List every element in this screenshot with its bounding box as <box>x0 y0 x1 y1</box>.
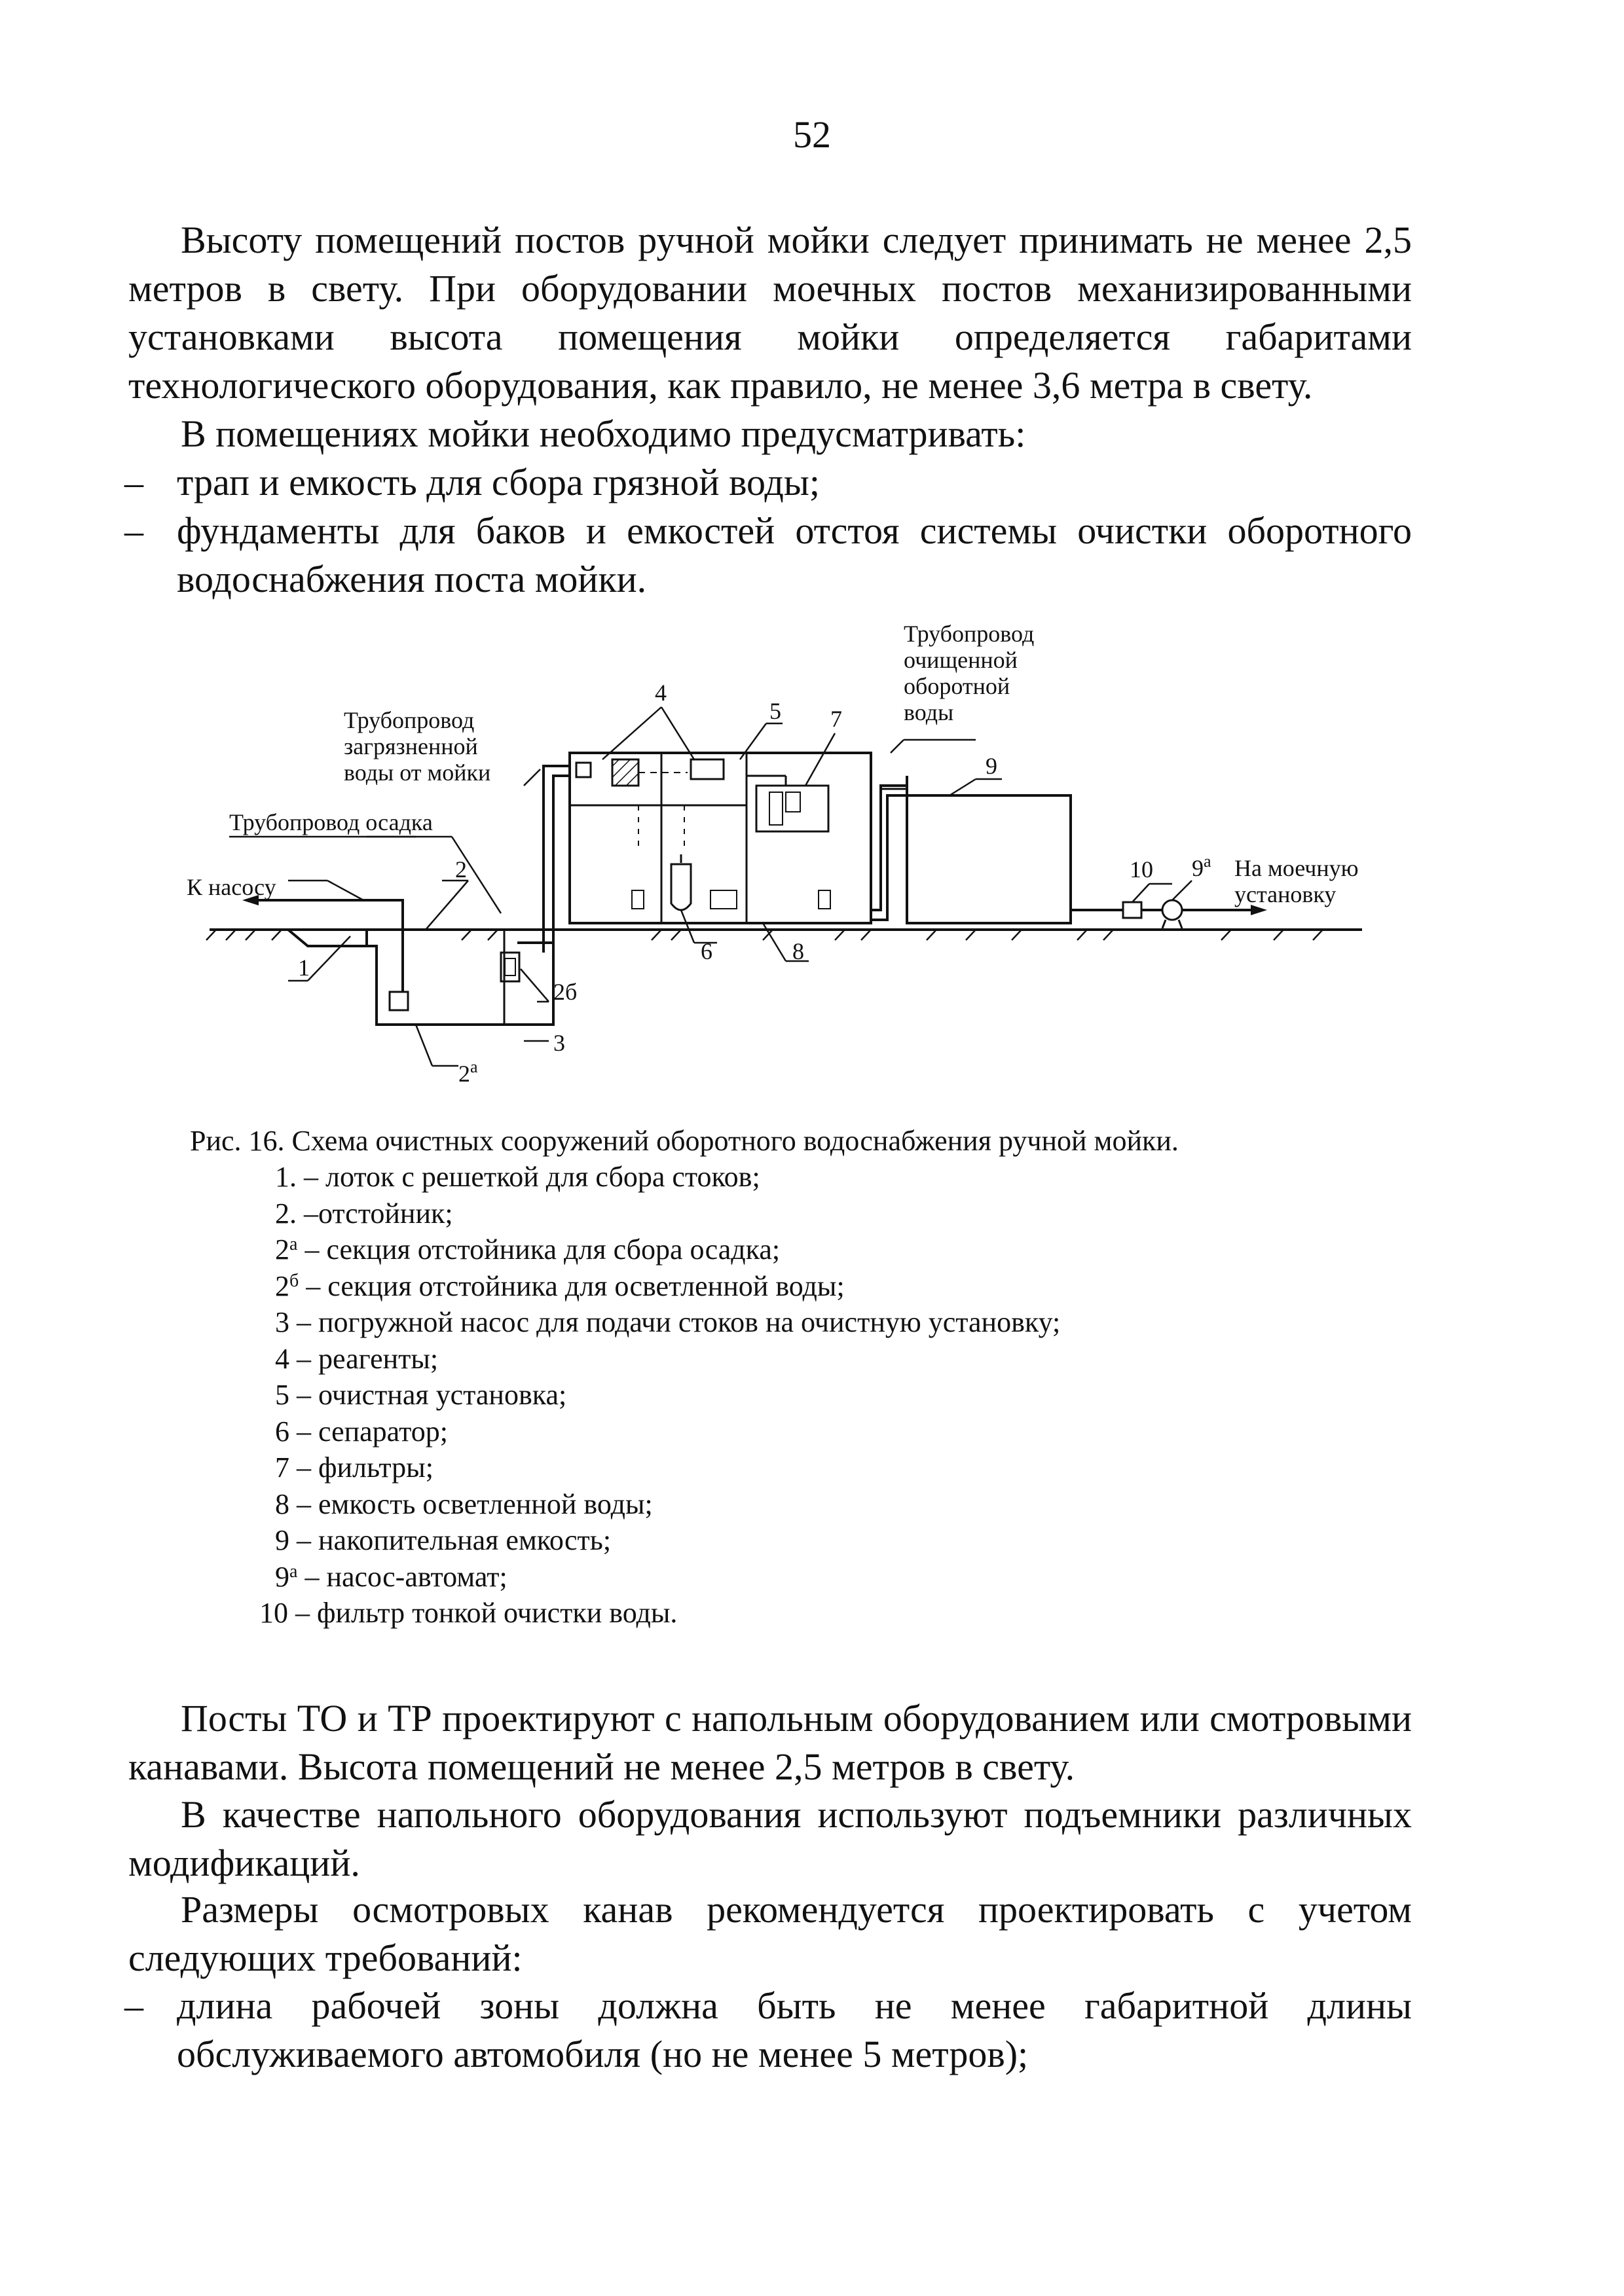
pump-riser-pipe-2 <box>553 776 570 953</box>
label-clean-pipe-2: очищенной <box>904 647 1018 673</box>
num-8: 8 <box>792 938 804 964</box>
legend-item <box>275 1268 1060 1305</box>
paragraph-pit-sizes: Размеры осмотровых канав рекомендуется проектировать с учетом следующих требований: <box>128 1888 1412 1979</box>
legend-text: – лоток с решеткой для сбора стоков; <box>297 1161 760 1193</box>
num-9a <box>1192 852 1211 881</box>
legend-text: –отстойник; <box>297 1197 453 1230</box>
legend-num: 2 <box>275 1233 289 1266</box>
label-clean-pipe-3: оборотной <box>904 673 1010 699</box>
legend-sup: б <box>289 1270 299 1291</box>
legend-item <box>275 1559 1060 1595</box>
num-9a-sup: а <box>1204 852 1211 871</box>
legend-num: 1. <box>275 1161 297 1193</box>
legend-item <box>275 1486 1060 1523</box>
legend-item <box>275 1304 1060 1341</box>
drain-tray <box>288 930 367 946</box>
legend-text: – фильтры; <box>289 1451 434 1484</box>
label-dirty-pipe-3: воды от мойки <box>344 759 491 786</box>
legend-text: – реагенты; <box>289 1342 439 1375</box>
label-dirty-pipe-1: Трубопровод <box>344 707 475 733</box>
num-3: 3 <box>553 1030 565 1056</box>
sediment-pump-box <box>390 992 408 1010</box>
legend-num: 8 <box>275 1487 289 1520</box>
legend-item <box>275 1413 1060 1450</box>
label-dirty-pipe-2: загрязненной <box>344 733 478 759</box>
legend-item <box>275 1159 1060 1195</box>
bullet-dash: – <box>124 509 143 552</box>
water-recycling-diagram <box>0 0 1624 1113</box>
paragraph-to-posts: Посты ТО и ТР проектируют с напольным оборудованием или смотровыми канавами. Высота помещений не менее 2,5 метров в свету. <box>128 1697 1412 1788</box>
legend-num: 7 <box>275 1451 289 1484</box>
legend-num: 9 <box>275 1560 289 1593</box>
bullet-work-zone-length <box>124 1982 1412 2079</box>
paragraph-room-height: Высоту помещений постов ручной мойки следует принимать не менее 2,5 метров в свету. При оборудовании моечных постов механизированными установками высота помещения мойки определяется габаритами технологического оборудования, как правило, не менее 3,6 метра в свету. <box>128 219 1412 407</box>
legend-item <box>275 1341 1060 1377</box>
legend-item <box>275 1449 1060 1486</box>
legend-num: 4 <box>275 1342 289 1375</box>
num-2a <box>458 1057 478 1087</box>
num-1: 1 <box>298 955 310 981</box>
settling-tank <box>367 943 553 1025</box>
label-sediment-pipe: Трубопровод осадка <box>229 809 433 835</box>
storage-tank <box>907 795 1071 923</box>
separator <box>671 864 691 910</box>
figure-legend <box>259 1159 1061 1631</box>
legend-num: 9 <box>275 1524 289 1556</box>
legend-sup: а <box>289 1234 298 1254</box>
paragraph-wash-room-intro: В помещениях мойки необходимо предусматривать: <box>181 412 1026 455</box>
legend-num: 2. <box>275 1197 297 1230</box>
reagent-box <box>612 759 638 786</box>
legend-text: – погружной насос для подачи стоков на очистную установку; <box>289 1306 1061 1338</box>
legend-item <box>275 1522 1060 1559</box>
num-6: 6 <box>701 938 712 964</box>
legend-text: – секция отстойника для осветленной воды; <box>299 1269 845 1302</box>
num-2b: 2б <box>553 979 578 1005</box>
label-clean-pipe-1: Трубопровод <box>904 621 1035 647</box>
legend-text: – накопительная емкость; <box>289 1524 612 1556</box>
num-9: 9 <box>986 753 997 779</box>
paragraph-floor-equipment: В качестве напольного оборудования используют подъемники различных модификаций. <box>128 1793 1412 1884</box>
auto-pump <box>1162 900 1182 920</box>
legend-num: 10 <box>259 1597 288 1629</box>
bullet-dash: – <box>124 461 143 503</box>
label-to-washer-2: установку <box>1234 881 1337 907</box>
legend-num: 6 <box>275 1415 289 1448</box>
num-9a-base: 9 <box>1192 855 1204 881</box>
fine-filter <box>1123 902 1141 918</box>
num-4: 4 <box>655 680 667 706</box>
bullet-text: фундаменты для баков и емкостей отстоя системы очистки оборотного водоснабжения поста мойки. <box>177 509 1412 600</box>
label-to-pump: К насосу <box>187 874 276 900</box>
legend-text: – секция отстойника для сбора осадка; <box>297 1233 781 1266</box>
num-2a-sup: а <box>470 1057 478 1076</box>
legend-num: 3 <box>275 1306 289 1338</box>
num-10: 10 <box>1130 856 1153 883</box>
figure-caption: Рис. 16. Схема очистных сооружений оборотного водоснабжения ручной мойки. <box>190 1125 1179 1157</box>
legend-num: 5 <box>275 1379 289 1411</box>
bullet-text: длина рабочей зоны должна быть не менее габаритной длины обслуживаемого автомобиля (но не менее 5 метров); <box>177 1984 1412 2075</box>
legend-item <box>275 1231 1060 1268</box>
num-2: 2 <box>455 856 467 883</box>
num-2a-base: 2 <box>458 1061 470 1087</box>
num-5: 5 <box>769 698 781 724</box>
bullet-dash: – <box>124 1984 143 2027</box>
legend-text: – емкость осветленной воды; <box>289 1487 653 1520</box>
legend-text: – фильтр тонкой очистки воды. <box>288 1597 678 1629</box>
legend-item <box>275 1195 1060 1232</box>
legend-num: 2 <box>275 1269 289 1302</box>
page-number: 52 <box>793 113 831 156</box>
label-clean-pipe-4: воды <box>904 699 954 725</box>
legend-item <box>259 1595 1060 1631</box>
bullet-text: трап и емкость для сбора грязной воды; <box>177 461 820 503</box>
legend-sup: а <box>289 1561 298 1582</box>
pump-riser-pipe <box>544 766 570 953</box>
legend-text: – очистная установка; <box>289 1379 567 1411</box>
legend-text: – сепаратор; <box>289 1415 448 1448</box>
label-to-washer-1: На моечную <box>1234 855 1359 881</box>
num-7: 7 <box>830 706 842 732</box>
legend-item <box>275 1377 1060 1413</box>
legend-text: – насос-автомат; <box>297 1560 507 1593</box>
treatment-element <box>691 759 724 779</box>
